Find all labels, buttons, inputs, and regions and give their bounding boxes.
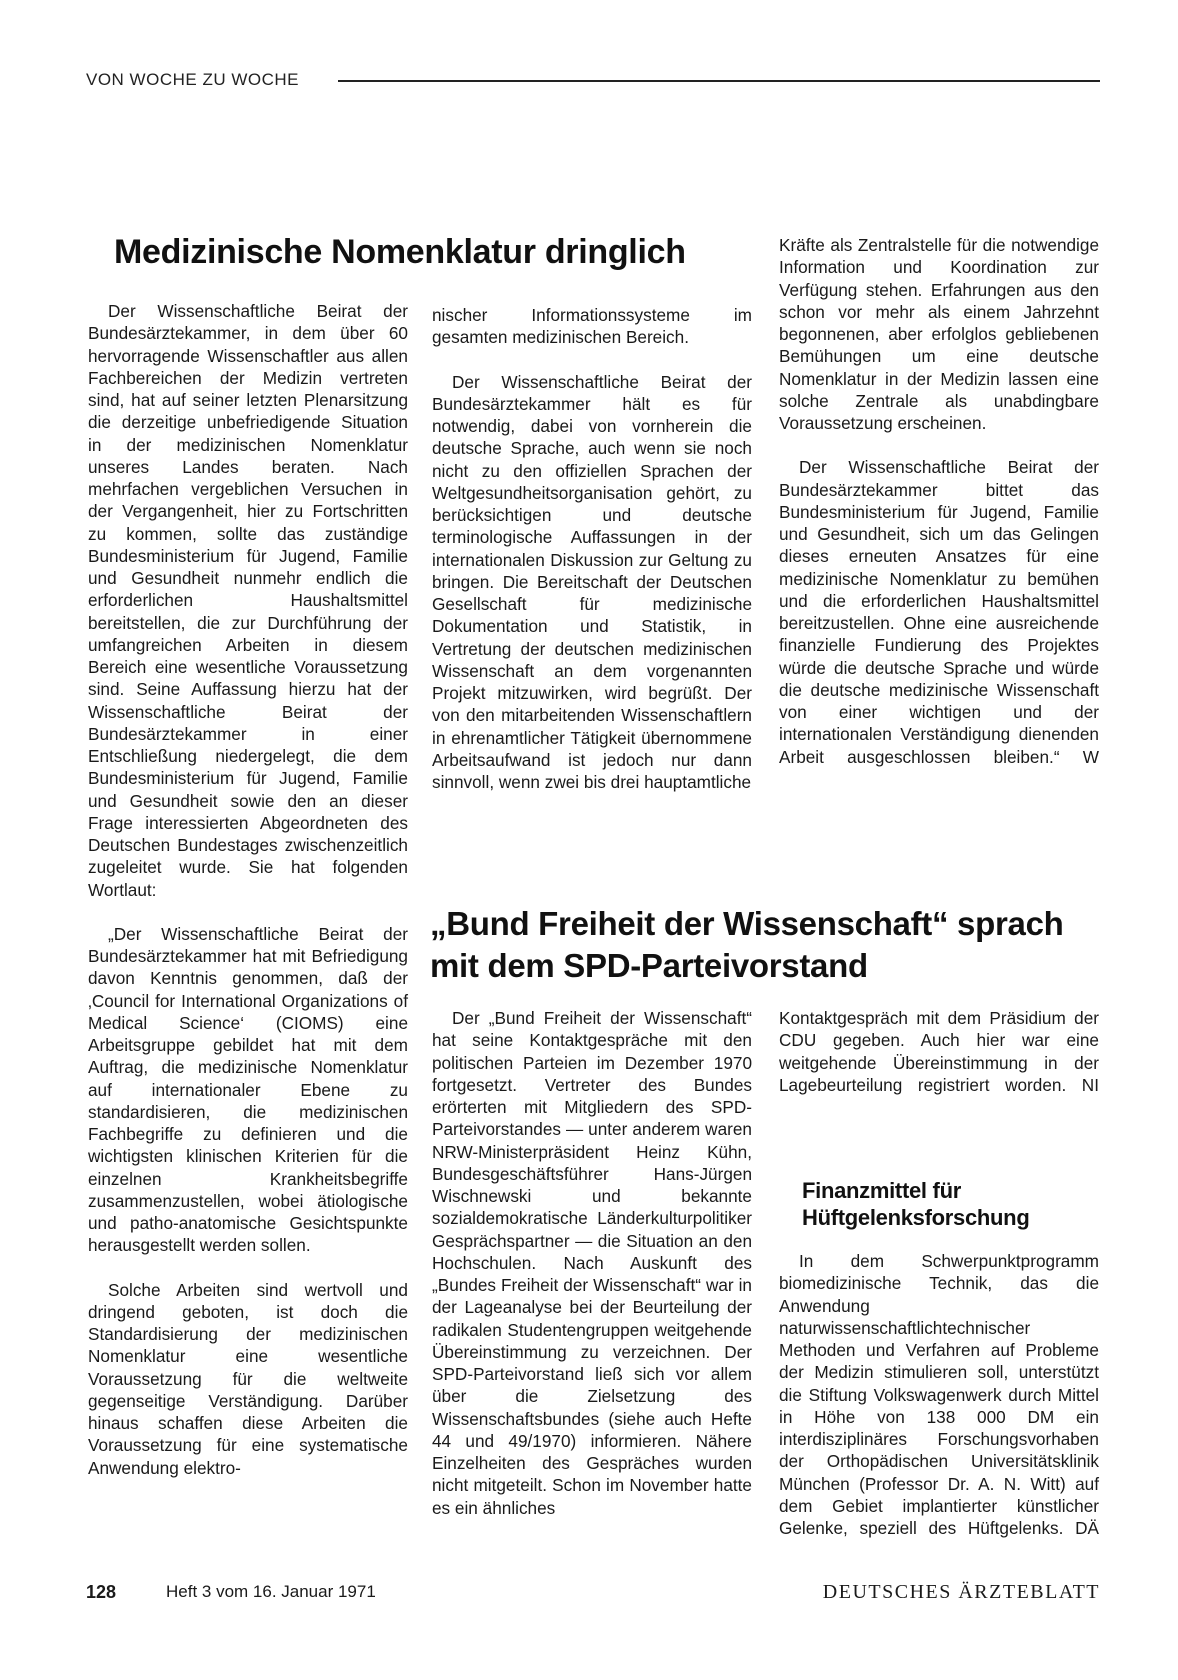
publication-name: DEUTSCHES ÄRZTEBLATT — [822, 1581, 1100, 1603]
article-nomenklatur-column-3 — [779, 234, 1099, 768]
article-bund-freiheit-column-2 — [779, 1007, 1099, 1096]
article-title-bund-freiheit: „Bund Freiheit der Wissenschaft“ sprach mit dem SPD-Parteivorstand — [430, 905, 1064, 984]
paragraph: nischer Informationssysteme im gesamten medizinischen Bereich. — [432, 305, 752, 348]
paragraph: Der „Bund Freiheit der Wissenschaft“ hat seine Kontaktgespräche mit den politischen Parteien im Dezember 1970 fortgesetzt. Vertreter des Bundes erörterten mit Mitgliedern des SPD-Parteivorstandes — unter anderem waren NRW-Ministerpräsident Heinz Kühn, Bundesgeschäftsführer Hans-Jürgen Wischnewski und bekannte sozialdemokratische Länderkulturpolitiker Gesprächspartner — die Situation an den Hochschulen. Nach Auskunft des „Bundes Freiheit der Wissenschaft“ war in der Lageanalyse bei der Beurteilung der radikalen Studentengruppen weitgehende Übereinstimmung zu verzeichnen. Der SPD-Parteivorstand ließ sich vor allem über die Zielsetzung des Wissenschaftsbundes (siehe auch Hefte 44 und 49/1970) informieren. Nähere Einzelheiten des Gespräches wurden nicht mitgeteilt. Schon im November hatte es ein ähnliches — [432, 1008, 752, 1518]
article-nomenklatur-column-2 — [432, 304, 752, 793]
paragraph: Der Wissenschaftliche Beirat der Bundesärztekammer, in dem über 60 hervorragende Wissenschaftler aus allen Fachbereichen der Medizin vertreten sind, hat auf seiner letzten Plenarsitzung die derzeitige unbefriedigende Situation in der medizinischen Nomenklatur unseres Landes beraten. Nach mehrfachen vergeblichen Versuchen in der Vergangenheit, hier zu Fortschritten zu kommen, sollte das zuständige Bundesministerium für Jugend, Familie und Gesundheit nunmehr endlich die erforderlichen Haushaltsmittel bereitstellen, die zur Durchführung der umfangreichen Arbeiten in diesem Bereich eine wesentliche Voraussetzung sind. Seine Auffassung hierzu hat der Wissenschaftliche Beirat der Bundesärztekammer in einer Entschließung niedergelegt, die dem Bundesministerium für Jugend, Familie und Gesundheit sowie den an dieser Frage interessierten Abgeordneten des Deutschen Bundestages zwischenzeitlich zugeleitet wurde. Sie hat folgenden Wortlaut: — [88, 301, 408, 900]
paragraph: „Der Wissenschaftliche Beirat der Bundesärztekammer hat mit Befriedigung davon Kenntnis genommen, daß der ‚Council for International Organizations of Medical Science‘ (CIOMS) eine Arbeitsgruppe gebildet hat mit dem Auftrag, die medizinische Nomenklatur auf internationaler Ebene zu standardisieren, die medizinischen Fachbegriffe zu definieren und die wichtigsten klinischen Kriterien für die einzelnen Krankheitsbegriffe zusammenzustellen, wobei ätiologische und patho-anatomische Gesichtspunkte herausgestellt werden sollen. — [88, 923, 408, 1256]
paragraph: Der Wissenschaftliche Beirat der Bundesärztekammer bittet das Bundesministerium für Jugend, Familie und Gesundheit, sich um das Gelingen dieses erneuten Ansatzes für eine medizinische Nomenklatur zu bemühen und die erforderlichen Haushaltsmittel bereitzustellen. Ohne eine ausreichende finanzielle Fundierung des Projektes würde die deutsche Sprache und würde die deutsche medizinische Wissenschaft von einer wichtigen und der internationalen Verständigung dienenden Arbeit ausgeschlossen bleiben.“ W — [779, 457, 1099, 767]
issue-info: Heft 3 vom 16. Januar 1971 — [166, 1582, 376, 1601]
paragraph: Der Wissenschaftliche Beirat der Bundesärztekammer hält es für notwendig, dabei von vornherein die deutsche Sprache, auch wenn sie noch nicht zu den offiziellen Sprachen der Weltgesundheitsorganisation gehört, zu berücksichtigen und deutsche terminologische Auffassungen in der internationalen Diskussion zur Geltung zu bringen. Die Bereitschaft der Deutschen Gesellschaft für medizinische Dokumentation und Statistik, in Vertretung der deutschen medizinischen Wissenschaft an dem vorgenannten Projekt mitzuwirken, wird begrüßt. Der von den mitarbeitenden Wissenschaftlern in ehrenamtlicher Tätigkeit übernommene Arbeitsaufwand ist jedoch nur dann sinnvoll, wenn zwei bis drei hauptamtliche — [432, 371, 752, 792]
running-head: VON WOCHE ZU WOCHE — [86, 70, 299, 89]
paragraph: Solche Arbeiten sind wertvoll und dringend geboten, ist doch die Standardisierung der medizinischen Nomenklatur eine wesentliche Voraussetzung für die weltweite gegenseitige Verständigung. Darüber hinaus schaffen diese Arbeiten die Voraussetzung für eine systematische Anwendung elektro- — [88, 1279, 408, 1478]
article-bund-freiheit-column-1 — [432, 1007, 752, 1519]
page-number: 128 — [86, 1582, 117, 1602]
header-rule — [338, 80, 1100, 82]
article-nomenklatur-column-1 — [88, 300, 408, 1479]
paragraph: Kräfte als Zentralstelle für die notwendige Information und Koordination zur Verfügung stehen. Erfahrungen aus den schon vor mehr als einem Jahrzehnt begonnenen, aber erfolglos gebliebenen Bemühungen um eine deutsche Nomenklatur in der Medizin lassen eine solche Zentrale als unabdingbare Voraussetzung erscheinen. — [779, 235, 1099, 433]
article-title-nomenklatur: Medizinische Nomenklatur dringlich — [114, 233, 686, 271]
article-hueftgelenk-column — [779, 1250, 1099, 1539]
article-title-hueftgelenk: Finanzmittel für Hüftgelenksforschung — [802, 1178, 1030, 1230]
paragraph: In dem Schwerpunktprogramm biomedizinische Technik, das die Anwendung naturwissenschaftlichtechnischer Methoden und Verfahren auf Probleme der Medizin stimulieren soll, unterstützt die Stiftung Volkswagenwerk durch Mittel in Höhe von 138 000 DM ein interdisziplinäres Forschungsvorhaben der Orthopädischen Universitätsklinik München (Professor Dr. A. N. Witt) auf dem Gebiet implantierter künstlicher Gelenke, speziell des Hüftgelenks. DÄ — [779, 1251, 1099, 1538]
paragraph: Kontaktgespräch mit dem Präsidium der CDU gegeben. Auch hier war eine weitgehende Übereinstimmung in der Lagebeurteilung registriert worden. NI — [779, 1008, 1099, 1095]
